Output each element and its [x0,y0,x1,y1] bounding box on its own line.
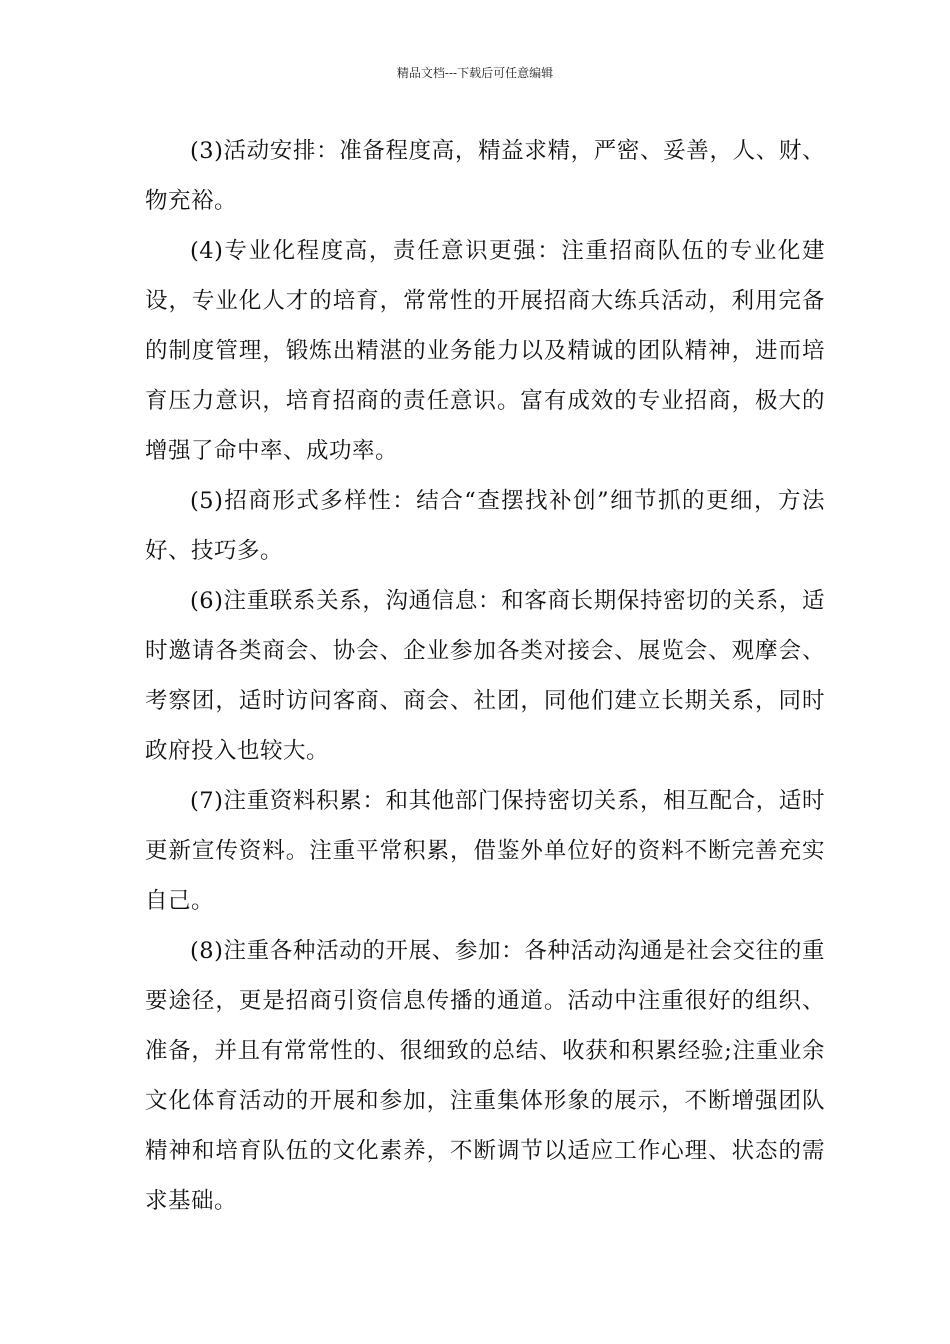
paragraph-item-8: (8)注重各种活动的开展、参加：各种活动沟通是社会交往的重要途径，更是招商引资信息传播的通道。活动中注重很好的组织、准备，并且有常常性的、很细致的总结、收获和积累经验;注重业余文化体育活动的开展和参加，注重集体形象的展示，不断增强团队精神和培育队伍的文化素养，不断调节以适应工作心理、状态的需求基础。 [145,938,825,1214]
paragraph-item-6: (6)注重联系关系，沟通信息：和客商长期保持密切的关系，适时邀请各类商会、协会、企业参加各类对接会、展览会、观摩会、考察团，适时访问客商、商会、社团，同他们建立长期关系，同时政府投入也较大。 [145,588,825,764]
document-body [145,126,825,1226]
paragraph-item-4: (4)专业化程度高，责任意识更强：注重招商队伍的专业化建设，专业化人才的培育，常常性的开展招商大练兵活动，利用完备的制度管理，锻炼出精湛的业务能力以及精诚的团队精神，进而培育压力意识，培育招商的责任意识。富有成效的专业招商，极大的增强了命中率、成功率。 [145,238,825,464]
paragraph-item-5: (5)招商形式多样性：结合“查摆找补创”细节抓的更细，方法好、技巧多。 [145,488,825,564]
paragraph-item-3: (3)活动安排：准备程度高，精益求精，严密、妥善，人、财、物充裕。 [145,138,825,214]
paragraph-item-7: (7)注重资料积累：和其他部门保持密切关系，相互配合，适时更新宣传资料。注重平常积累，借鉴外单位好的资料不断完善充实自己。 [145,788,825,914]
page-header: 精品文档---下载后可任意编辑 [396,66,554,80]
